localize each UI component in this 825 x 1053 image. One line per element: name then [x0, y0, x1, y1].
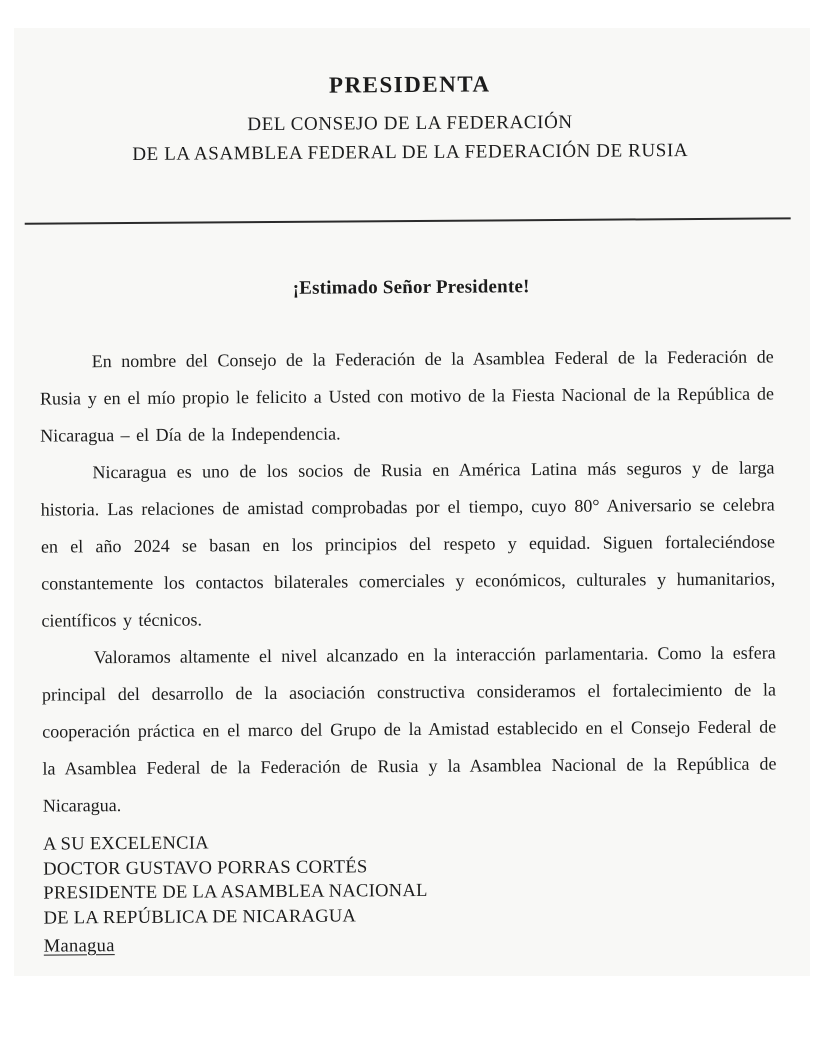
address-line: PRESIDENTE DE LA ASAMBLEA NACIONAL	[43, 880, 428, 904]
address-line: A SU EXCELENCIA	[42, 833, 209, 855]
body-paragraph: En nombre del Consejo de la Federación de la Asamblea Federal de la Federación de Rusia y en el mío propio le felicito a Usted con motivo de la Fiesta Nacional de la República de Nicaragua – el Día de la Independencia.	[39, 346, 774, 446]
letterhead-subtitle-line1: DEL CONSEJO DE LA FEDERACIÓN	[247, 111, 573, 136]
body-paragraph: Valoramos altamente el nivel alcanzado en la interacción parlamentaria. Como la esfera principal del desarrollo de la asociación constructiva consideramos el fortalecimiento de la cooperación práctica en el marco del Grupo de la Amistad establecido en el Consejo Federal de la Asamblea Federal de la Federación de Rusia y la Asamblea Nacional de la República de Nicaragua.	[41, 642, 777, 816]
scan-content	[11, 25, 814, 979]
letterhead	[11, 25, 808, 170]
address-city: Managua	[43, 936, 115, 957]
salutation: ¡Estimado Señor Presidente!	[292, 276, 530, 299]
recipient-address-block	[17, 827, 814, 959]
letterhead-subtitle-line2: DE LA ASAMBLEA FEDERAL DE LA FEDERACIÓN DE RUSIA	[132, 140, 689, 165]
body-paragraph: Nicaragua es uno de los socios de Rusia en América Latina más seguros y de larga historia. Las relaciones de amistad comprobadas por el tiempo, cuyo 80° Aniversario se celebra en el año 2024 se basan en los principios del respeto y equidad. Siguen fortaleciéndose constantemente los contactos bilaterales comerciales y económicos, culturales y humanitarios, científicos y técnicos.	[40, 457, 776, 631]
scanned-letter-page	[14, 28, 810, 976]
letter-body	[14, 338, 813, 825]
letterhead-divider	[25, 217, 791, 224]
address-line: DE LA REPÚBLICA DE NICARAGUA	[43, 905, 357, 929]
address-line: DOCTOR GUSTAVO PORRAS CORTÉS	[43, 856, 368, 880]
letterhead-title: PRESIDENTA	[328, 71, 491, 98]
